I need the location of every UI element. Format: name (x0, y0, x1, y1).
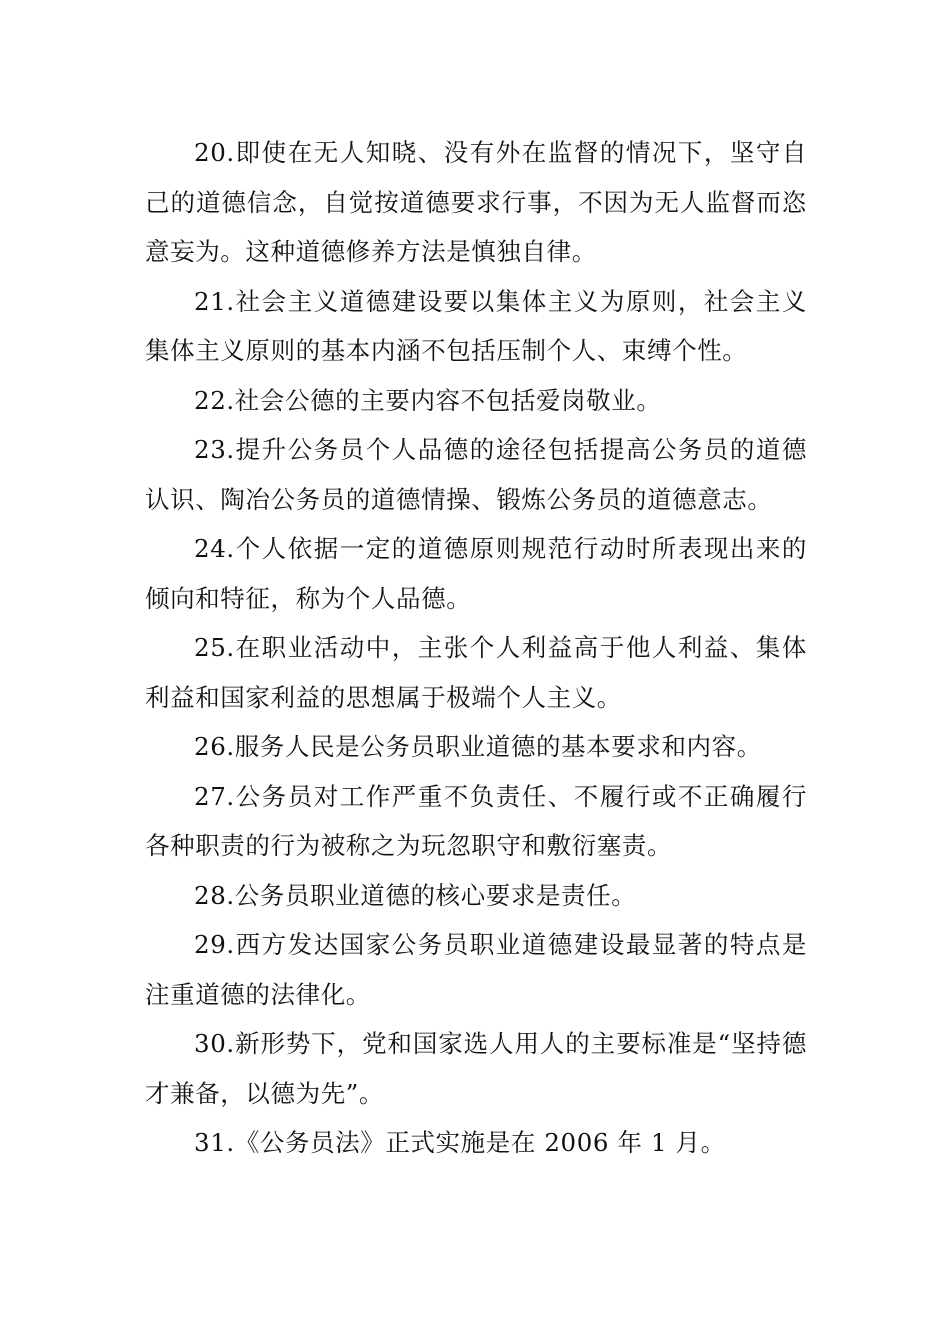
paragraph-22: 22.社会公德的主要内容不包括爱岗敬业。 (194, 385, 662, 415)
paragraph-26: 26.服务人民是公务员职业道德的基本要求和内容。 (194, 732, 762, 761)
paragraph-30: 30.新形势下，党和国家选人用人的主要标准是“坚持德才兼备，以德为先”。 (145, 1029, 807, 1108)
paragraph-25: 25.在职业活动中，主张个人利益高于他人利益、集体利益和国家利益的思想属于极端个人主义。 (145, 633, 807, 712)
paragraph-20: 20.即使在无人知晓、没有外在监督的情况下，坚守自己的道德信念，自觉按道德要求行事，不因为无人监督而恣意妄为。这种道德修养方法是慎独自律。 (145, 138, 807, 266)
paragraph-24: 24.个人依据一定的道德原则规范行动时所表现出来的倾向和特征，称为个人品德。 (145, 534, 807, 613)
paragraph-23: 23.提升公务员个人品德的途径包括提高公务员的道德认识、陶冶公务员的道德情操、锻炼公务员的道德意志。 (145, 435, 807, 514)
paragraph-29: 29.西方发达国家公务员职业道德建设最显著的特点是注重道德的法律化。 (145, 930, 807, 1009)
paragraph-21: 21.社会主义道德建设要以集体主义为原则，社会主义集体主义原则的基本内涵不包括压制个人、束缚个性。 (145, 286, 807, 365)
document-body (145, 128, 807, 1168)
paragraph-28: 28.公务员职业道德的核心要求是责任。 (194, 880, 637, 910)
paragraph-31: 31.《公务员法》正式实施是在 2006 年 1 月。 (194, 1128, 726, 1157)
paragraph-27: 27.公务员对工作严重不负责任、不履行或不正确履行各种职责的行为被称之为玩忽职守和敷衍塞责。 (145, 781, 807, 860)
